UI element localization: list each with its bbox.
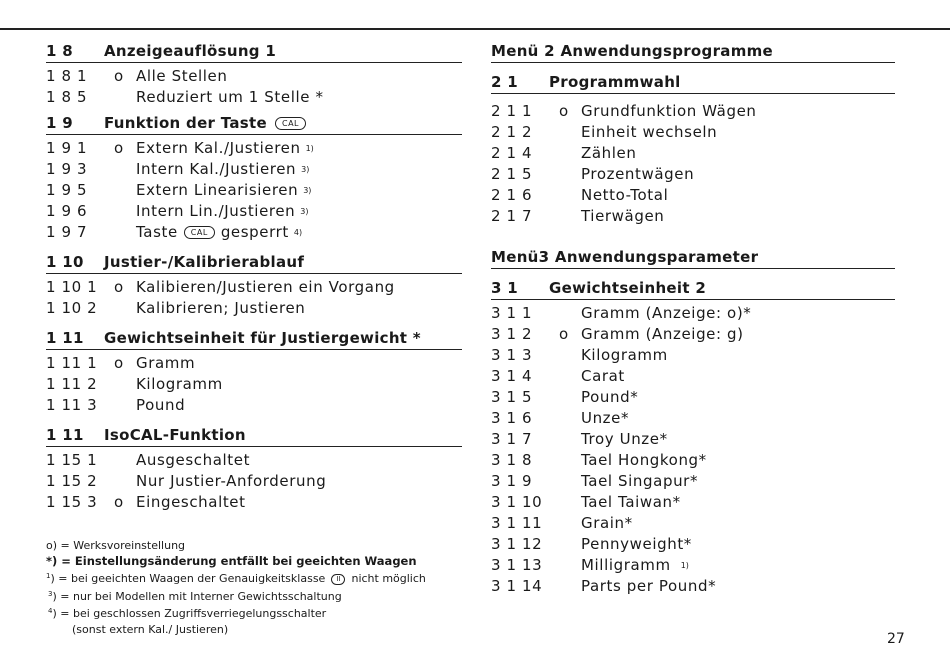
footnote-ref: 4) bbox=[293, 228, 303, 237]
item-code: 3 1 6 bbox=[491, 409, 533, 427]
footnote-ref: 3) bbox=[300, 207, 309, 216]
footnote-default: o) = Werksvoreinstellung bbox=[46, 539, 186, 552]
item-code: 2 1 7 bbox=[491, 207, 533, 225]
item-text: Netto-Total bbox=[581, 186, 669, 204]
item-text: Grundfunktion Wägen bbox=[581, 102, 757, 120]
default-marker: o bbox=[114, 139, 124, 157]
item-code: 3 1 11 bbox=[491, 514, 543, 532]
list-item bbox=[46, 138, 462, 159]
item-code: 3 1 7 bbox=[491, 430, 533, 448]
list-item bbox=[491, 164, 895, 185]
item-code: 1 10 1 bbox=[46, 278, 98, 296]
footnotes bbox=[46, 538, 466, 637]
list-item bbox=[46, 180, 462, 201]
item-text: Nur Justier-Anforderung bbox=[136, 472, 327, 490]
section-number: 3 1 bbox=[491, 279, 518, 297]
item-code: 1 11 3 bbox=[46, 396, 98, 414]
section-number: 2 1 bbox=[491, 73, 518, 91]
item-text: Kilogramm bbox=[136, 375, 223, 393]
item-text: Kalibrieren; Justieren bbox=[136, 299, 306, 317]
footnote-3 bbox=[46, 587, 466, 605]
item-text: Tael Hongkong* bbox=[581, 451, 707, 469]
left-column bbox=[46, 40, 462, 513]
list-item bbox=[46, 374, 462, 395]
item-code: 1 9 5 bbox=[46, 181, 88, 199]
list-item bbox=[46, 277, 462, 298]
item-code: 1 9 6 bbox=[46, 202, 88, 220]
default-marker: o bbox=[559, 102, 569, 120]
item-text: Gramm (Anzeige: g) bbox=[581, 325, 744, 343]
list-item bbox=[46, 395, 462, 416]
item-text: Einheit wechseln bbox=[581, 123, 718, 141]
section-header bbox=[491, 277, 895, 300]
list-item bbox=[491, 185, 895, 206]
list-item bbox=[46, 492, 462, 513]
item-text: Extern Linearisieren bbox=[136, 181, 299, 199]
item-code: 1 15 3 bbox=[46, 493, 98, 511]
item-text: Taste bbox=[136, 223, 178, 241]
item-text: gesperrt bbox=[220, 223, 289, 241]
item-text: Pound* bbox=[581, 388, 639, 406]
list-item bbox=[46, 159, 462, 180]
footnote-symbol: 3 bbox=[48, 589, 53, 598]
item-text: Prozentwägen bbox=[581, 165, 695, 183]
default-marker: o bbox=[114, 493, 124, 511]
default-marker: o bbox=[114, 67, 124, 85]
section-number: 1 11 bbox=[46, 329, 84, 347]
list-item bbox=[491, 206, 895, 227]
item-code: 1 15 2 bbox=[46, 472, 98, 490]
cal-key-icon: CAL bbox=[275, 117, 306, 130]
item-text: Reduziert um 1 Stelle * bbox=[136, 88, 324, 106]
footnote-text: ) = bei geschlossen Zugriffsverriegelungsschalter bbox=[52, 607, 327, 620]
footnote-text: = Einstellungsänderung entfällt bei geeichten Waagen bbox=[57, 553, 417, 568]
item-code: 3 1 3 bbox=[491, 346, 533, 364]
section-title: Programmwahl bbox=[549, 73, 681, 91]
default-marker: o bbox=[114, 278, 124, 296]
item-code: 3 1 14 bbox=[491, 577, 543, 595]
list-item bbox=[491, 555, 895, 576]
section-title: Anzeigeauflösung 1 bbox=[104, 42, 277, 60]
item-code: 3 1 8 bbox=[491, 451, 533, 469]
item-text: Troy Unze* bbox=[581, 430, 668, 448]
list-item bbox=[491, 408, 895, 429]
default-marker: o bbox=[559, 325, 569, 343]
item-text: Pound bbox=[136, 396, 186, 414]
item-code: 3 1 5 bbox=[491, 388, 533, 406]
item-text: Carat bbox=[581, 367, 625, 385]
section-header bbox=[491, 71, 895, 94]
footnote-4-continued: (sonst extern Kal./ Justieren) bbox=[72, 622, 229, 636]
item-text: Pennyweight* bbox=[581, 535, 692, 553]
footnote-ref: 1) bbox=[305, 144, 314, 153]
section-header bbox=[46, 112, 462, 135]
footnote-text: nicht möglich bbox=[351, 572, 426, 585]
item-code: 1 11 1 bbox=[46, 354, 98, 372]
list-item bbox=[491, 576, 895, 597]
list-item bbox=[491, 429, 895, 450]
item-text: Parts per Pound* bbox=[581, 577, 717, 595]
menu-2-title: Menü 2 Anwendungsprogramme bbox=[491, 40, 895, 63]
section-number: 1 9 bbox=[46, 114, 73, 132]
right-column bbox=[491, 40, 895, 597]
section-title: Justier-/Kalibrierablauf bbox=[104, 253, 305, 271]
item-text: Unze* bbox=[581, 409, 630, 427]
list-item bbox=[46, 222, 462, 243]
list-item bbox=[491, 387, 895, 408]
list-item bbox=[46, 353, 462, 374]
item-text: Extern Kal./Justieren bbox=[136, 139, 301, 157]
list-item bbox=[491, 324, 895, 345]
list-item bbox=[491, 492, 895, 513]
item-text: Ausgeschaltet bbox=[136, 451, 251, 469]
item-code: 3 1 2 bbox=[491, 325, 533, 343]
list-item bbox=[491, 534, 895, 555]
footnote-symbol: 1 bbox=[46, 572, 51, 580]
section-title: Gewichtseinheit 2 bbox=[549, 279, 707, 297]
item-code: 1 11 2 bbox=[46, 375, 98, 393]
section-title: Funktion der Taste bbox=[104, 114, 267, 132]
item-code: 2 1 5 bbox=[491, 165, 533, 183]
list-item bbox=[491, 345, 895, 366]
cal-key-icon: CAL bbox=[184, 226, 215, 239]
item-code: 1 8 1 bbox=[46, 67, 88, 85]
list-item bbox=[46, 201, 462, 222]
item-code: 3 1 12 bbox=[491, 535, 543, 553]
item-text: Kalibieren/Justieren ein Vorgang bbox=[136, 278, 395, 296]
item-code: 2 1 6 bbox=[491, 186, 533, 204]
footnote-symbol: 4 bbox=[48, 607, 53, 615]
item-code: 3 1 4 bbox=[491, 367, 533, 385]
accuracy-class-icon: II bbox=[331, 574, 345, 585]
section-header bbox=[46, 251, 462, 274]
list-item bbox=[46, 450, 462, 471]
footnote-text: ) = bei geeichten Waagen der Genauigkeitsklasse bbox=[50, 572, 326, 585]
item-code: 2 1 1 bbox=[491, 102, 533, 120]
item-text: Grain* bbox=[581, 514, 633, 532]
item-code: 3 1 9 bbox=[491, 472, 533, 490]
list-item bbox=[491, 513, 895, 534]
item-code: 1 10 2 bbox=[46, 299, 98, 317]
list-item bbox=[491, 143, 895, 164]
footnote-asterisk bbox=[46, 554, 466, 570]
footnote-symbol: *) bbox=[46, 553, 58, 568]
item-code: 1 15 1 bbox=[46, 451, 98, 469]
top-rule bbox=[0, 28, 950, 30]
item-text: Tael Taiwan* bbox=[581, 493, 681, 511]
item-code: 3 1 13 bbox=[491, 556, 543, 574]
item-code: 3 1 10 bbox=[491, 493, 543, 511]
item-text: Kilogramm bbox=[581, 346, 668, 364]
section-title: IsoCAL-Funktion bbox=[104, 426, 246, 444]
list-item bbox=[491, 122, 895, 143]
list-item bbox=[491, 303, 895, 324]
list-item bbox=[46, 87, 462, 108]
list-item bbox=[491, 471, 895, 492]
list-item bbox=[46, 66, 462, 87]
item-text: Tierwägen bbox=[581, 207, 665, 225]
section-header bbox=[46, 40, 462, 63]
item-text: Gramm (Anzeige: o)* bbox=[581, 304, 752, 322]
section-header bbox=[46, 327, 462, 350]
item-code: 1 8 5 bbox=[46, 88, 88, 106]
list-item bbox=[46, 298, 462, 319]
item-code: 3 1 1 bbox=[491, 304, 533, 322]
item-text: Zählen bbox=[581, 144, 637, 162]
footnote-ref: 3) bbox=[303, 186, 312, 195]
footnote-ref: 1) bbox=[680, 561, 689, 570]
item-text: Gramm bbox=[136, 354, 196, 372]
item-code: 1 9 7 bbox=[46, 223, 88, 241]
section-number: 1 11 bbox=[46, 426, 84, 444]
item-text: Milligramm bbox=[581, 556, 671, 574]
item-code: 1 9 3 bbox=[46, 160, 88, 178]
list-item bbox=[491, 101, 895, 122]
item-text: Tael Singapur* bbox=[581, 472, 699, 490]
item-text: Intern Kal./Justieren bbox=[136, 160, 297, 178]
item-text: Intern Lin./Justieren bbox=[136, 202, 296, 220]
list-item bbox=[491, 366, 895, 387]
menu-3-title: Menü3 Anwendungsparameter bbox=[491, 246, 895, 269]
section-number: 1 10 bbox=[46, 253, 84, 271]
section-header bbox=[46, 424, 462, 447]
list-item bbox=[46, 471, 462, 492]
page-number: 27 bbox=[887, 631, 905, 647]
footnote-1 bbox=[46, 569, 466, 587]
item-code: 2 1 4 bbox=[491, 144, 533, 162]
section-number: 1 8 bbox=[46, 42, 73, 60]
footnote-text: ) = nur bei Modellen mit Interner Gewichtsschaltung bbox=[52, 589, 342, 603]
section-title: Gewichtseinheit für Justiergewicht * bbox=[104, 329, 421, 347]
footnote-4 bbox=[46, 604, 466, 622]
default-marker: o bbox=[114, 354, 124, 372]
footnote-ref: 3) bbox=[301, 165, 310, 174]
list-item bbox=[491, 450, 895, 471]
item-text: Alle Stellen bbox=[136, 67, 228, 85]
item-code: 1 9 1 bbox=[46, 139, 88, 157]
item-text: Eingeschaltet bbox=[136, 493, 246, 511]
item-code: 2 1 2 bbox=[491, 123, 533, 141]
